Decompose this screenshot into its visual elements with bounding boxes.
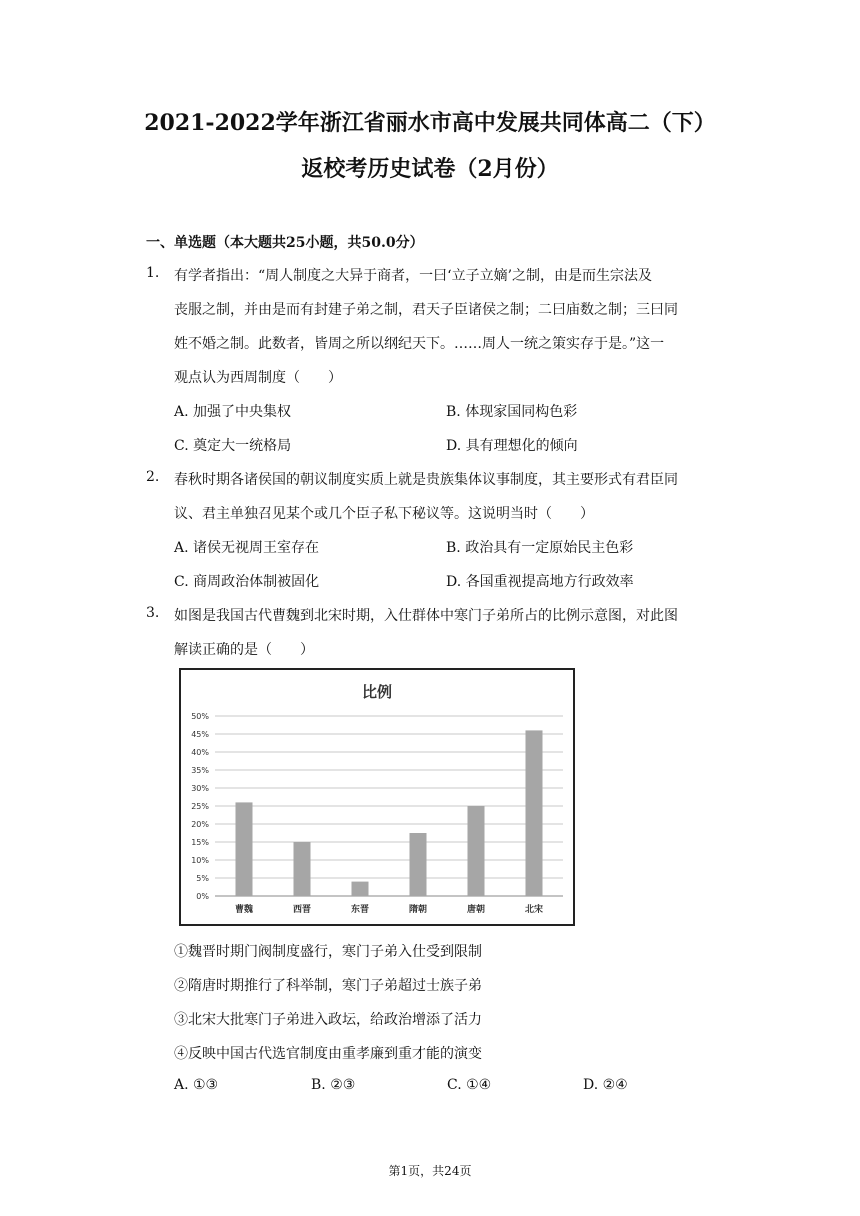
y-tick-label: 5% [196, 874, 209, 883]
question-1-option-b: B. 体现家国同构色彩 [446, 404, 578, 420]
y-tick-label: 30% [191, 784, 209, 793]
question-2-line: 议、君主单独召见某个或几个臣子私下秘议等。这说明当时（ ） [174, 506, 594, 522]
bar [410, 833, 427, 896]
y-tick-label: 25% [191, 802, 209, 811]
y-tick-label: 15% [191, 838, 209, 847]
chart-svg [181, 670, 573, 924]
question-3-statement: ②隋唐时期推行了科举制，寒门子弟超过士族子弟 [174, 978, 482, 994]
page-title-line1: 2021-2022学年浙江省丽水市高中发展共同体高二（下） [144, 110, 716, 136]
bar [468, 806, 485, 896]
question-2-option-d: D. 各国重视提高地方行政效率 [446, 574, 634, 590]
x-tick-label: 唐朝 [466, 905, 486, 915]
question-1-option-a: A. 加强了中央集权 [174, 404, 292, 420]
y-tick-label: 10% [191, 856, 209, 865]
question-1-number: 1. [146, 265, 160, 281]
question-2-line: 春秋时期各诸侯国的朝议制度实质上就是贵族集体议事制度，其主要形式有君臣同 [174, 472, 678, 488]
question-2-number: 2. [146, 469, 160, 485]
section-heading: 一、单选题（本大题共25小题，共50.0分） [146, 235, 424, 251]
y-tick-label: 20% [191, 820, 209, 829]
question-3-number: 3. [146, 605, 160, 621]
x-tick-label: 北宋 [524, 905, 544, 915]
bar [526, 730, 543, 896]
question-1-option-d: D. 具有理想化的倾向 [446, 438, 578, 454]
y-tick-label: 0% [196, 892, 209, 901]
question-1-option-c: C. 奠定大一统格局 [174, 438, 292, 454]
bar [294, 842, 311, 896]
question-1-line: 丧服之制，并由是而有封建子弟之制，君天子臣诸侯之制；二曰庙数之制；三曰同 [174, 302, 678, 318]
x-tick-label: 隋朝 [408, 905, 428, 915]
question-3-option-c: C. ①④ [447, 1077, 492, 1093]
y-tick-label: 45% [191, 730, 209, 739]
question-1-line: 有学者指出：“周人制度之大异于商者，一曰‘立子立嫡’之制，由是而生宗法及 [174, 268, 653, 284]
question-1-line: 姓不婚之制。此数者，皆周之所以纲纪天下。……周人一统之策实存于是。”这一 [174, 336, 665, 352]
y-tick-label: 40% [191, 748, 209, 757]
question-3-statement: ③北宋大批寒门子弟进入政坛，给政治增添了活力 [174, 1012, 482, 1028]
question-3-statement: ④反映中国古代选官制度由重孝廉到重才能的演变 [174, 1046, 482, 1062]
x-tick-label: 曹魏 [234, 905, 254, 915]
question-3-option-b: B. ②③ [311, 1077, 356, 1093]
question-2-option-b: B. 政治具有一定原始民主色彩 [446, 540, 634, 556]
question-2-option-c: C. 商周政治体制被固化 [174, 574, 320, 590]
y-tick-label: 50% [191, 712, 209, 721]
question-3-option-a: A. ①③ [174, 1077, 219, 1093]
chart-title: 比例 [361, 683, 393, 701]
question-3-option-d: D. ②④ [583, 1077, 628, 1093]
x-tick-label: 西晋 [292, 905, 312, 915]
question-3-statement: ①魏晋时期门阀制度盛行，寒门子弟入仕受到限制 [174, 944, 482, 960]
question-2-option-a: A. 诸侯无视周王室存在 [174, 540, 320, 556]
bar [352, 882, 369, 896]
page-footer: 第1页，共24页 [388, 1164, 472, 1178]
question-3-line: 如图是我国古代曹魏到北宋时期，入仕群体中寒门子弟所占的比例示意图，对此图 [174, 608, 678, 624]
question-1-line: 观点认为西周制度（ ） [174, 370, 342, 386]
bar [236, 802, 253, 896]
y-tick-label: 35% [191, 766, 209, 775]
question-3-line: 解读正确的是（ ） [174, 642, 314, 658]
x-tick-label: 东晋 [350, 905, 370, 915]
bar-chart [179, 668, 575, 926]
page-title-line2: 返校考历史试卷（2月份） [301, 156, 559, 182]
